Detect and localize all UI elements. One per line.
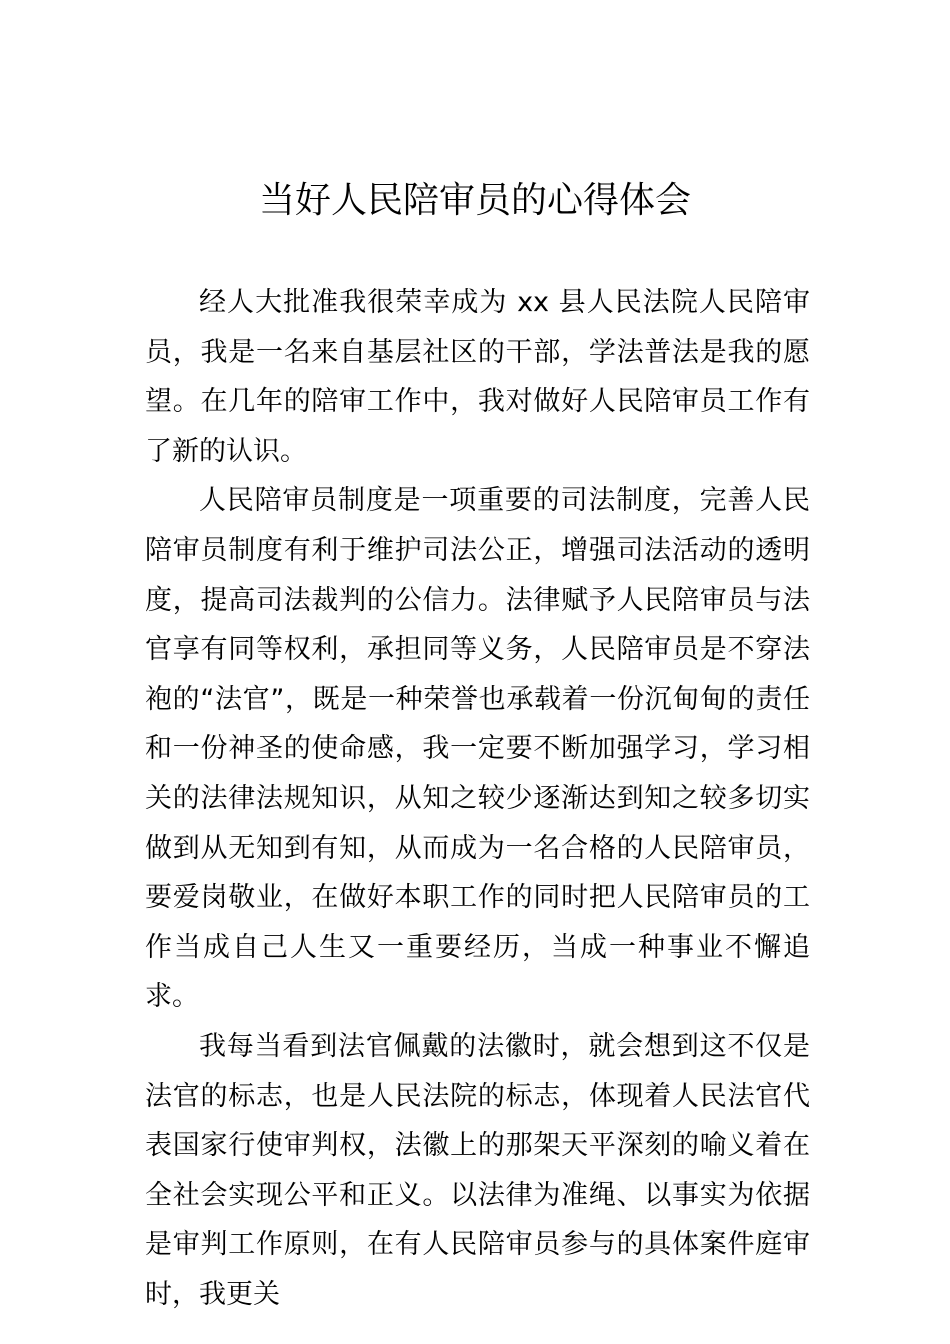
document-body — [145, 278, 810, 1319]
document-title: 当好人民陪审员的心得体会 — [258, 180, 691, 221]
paragraph-2: 人民陪审员制度是一项重要的司法制度，完善人民陪审员制度有利于维护司法公正，增强司法活动的透明度，提高司法裁判的公信力。法律赋予人民陪审员与法官享有同等权利，承担同等义务，人民陪审员是不穿法袍的“法官”，既是一种荣誉也承载着一份沉甸甸的责任和一份神圣的使命感，我一定要不断加强学习，学习相关的法律法规知识，从知之较少逐渐达到知之较多切实做到从无知到有知，从而成为一名合格的人民陪审员，要爱岗敬业，在做好本职工作的同时把人民陪审员的工作当成自己人生又一重要经历，当成一种事业不懈追求。 — [145, 485, 810, 1013]
paragraph-3: 我每当看到法官佩戴的法徽时，就会想到这不仅是法官的标志，也是人民法院的标志，体现着人民法官代表国家行使审判权，法徽上的那架天平深刻的喻义着在全社会实现公平和正义。以法律为准绳、以事实为依据是审判工作原则，在有人民陪审员参与的具体案件庭审时，我更关 — [145, 1030, 810, 1310]
paragraph-1: 经人大批准我很荣幸成为 xx 县人民法院人民陪审员，我是一名来自基层社区的干部，学法普法是我的愿望。在几年的陪审工作中，我对做好人民陪审员工作有了新的认识。 — [145, 287, 810, 467]
